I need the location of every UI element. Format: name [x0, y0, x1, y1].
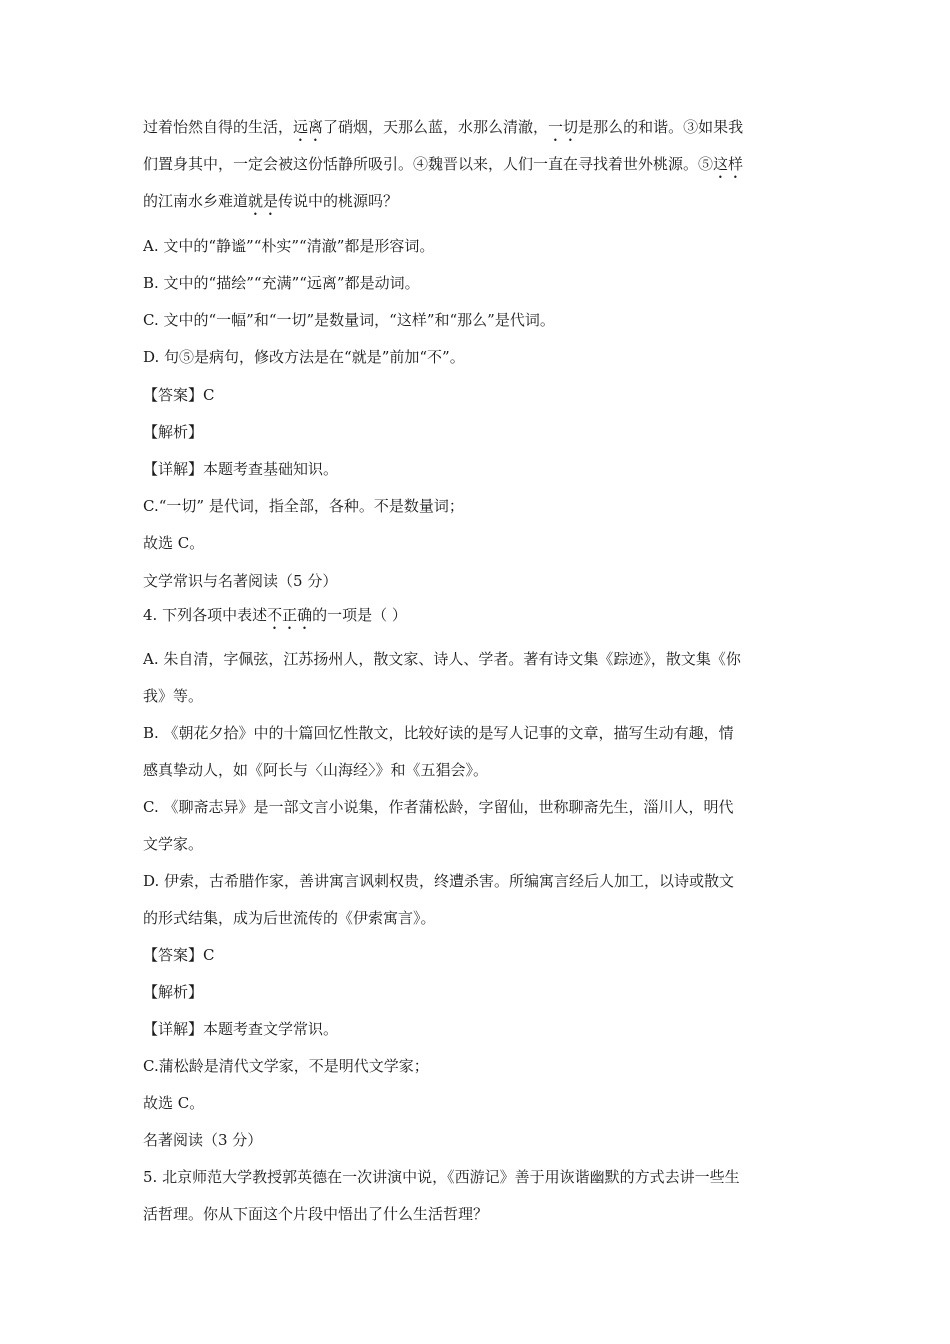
q4-option-b-line-1: B. 《朝花夕拾》中的十篇回忆性散文，比较好读的是写人记事的文章，描写生动有趣，情 — [143, 724, 734, 742]
q3-option-c: C. 文中的“一幅”和“一切”是数量词，“这样”和“那么”是代词。 — [143, 311, 555, 329]
q4-stem — [143, 604, 813, 633]
section-heading-classics: 名著阅读（3 分） — [143, 1131, 263, 1149]
q5-stem-line-2: 活哲理。你从下面这个片段中悟出了什么生活哲理？ — [143, 1205, 489, 1223]
q4-option-a-line-1: A. 朱自清，字佩弦，江苏扬州人，散文家、诗人、学者。著有诗文集《踪迹》，散文集《你 — [143, 650, 741, 668]
q4-stem-text: 的一项是（ ） — [312, 606, 407, 624]
emphasized-word: 不正确 — [267, 606, 313, 624]
q4-option-c-line-1: C. 《聊斋志异》是一部文言小说集，作者蒲松龄，字留仙，世称聊斋先生，淄川人，明代 — [143, 798, 734, 816]
passage-line-3 — [143, 190, 813, 219]
q3-explanation: C.“一切” 是代词，指全部，各种。不是数量词； — [143, 497, 464, 515]
q4-option-d-line-2: 的形式结集，成为后世流传的《伊索寓言》。 — [143, 909, 436, 927]
q4-option-b-line-2: 感真挚动人，如《阿长与〈山海经〉》和《五猖会》。 — [143, 761, 489, 779]
q4-analysis-heading: 【解析】 — [143, 983, 204, 1001]
emphasized-word: 远离 — [293, 118, 324, 136]
q3-option-a: A. 文中的“静谧”“朴实”“清澈”都是形容词。 — [143, 237, 435, 255]
q3-conclusion: 故选 C。 — [143, 534, 205, 552]
q4-option-a-line-2: 我》等。 — [143, 687, 204, 705]
q4-answer: 【答案】C — [143, 946, 215, 964]
q3-analysis-heading: 【解析】 — [143, 423, 204, 441]
q5-stem-line-1: 5. 北京师范大学教授郭英德在一次讲演中说，《西游记》善于用诙谐幽默的方式去讲一些生 — [143, 1168, 740, 1186]
emphasized-word: 这样 — [713, 155, 744, 173]
section-heading-literature: 文学常识与名著阅读（5 分） — [143, 572, 338, 590]
passage-text: 是那么的和谐。③如果我 — [578, 118, 744, 136]
q3-option-d: D. 句⑤是病句，修改方法是在“就是”前加“不”。 — [143, 348, 465, 366]
q3-detail: 【详解】本题考查基础知识。 — [143, 460, 339, 478]
emphasized-word: 就是 — [248, 192, 279, 210]
q4-option-c-line-2: 文学家。 — [143, 835, 204, 853]
passage-text: 传说中的桃源吗？ — [278, 192, 399, 210]
q4-conclusion: 故选 C。 — [143, 1094, 205, 1112]
q3-option-b: B. 文中的“描绘”“充满”“远离”都是动词。 — [143, 274, 420, 292]
passage-line-1 — [143, 116, 813, 145]
q4-detail: 【详解】本题考查文学常识。 — [143, 1020, 339, 1038]
q4-stem-text: 4. 下列各项中表述 — [143, 606, 268, 624]
passage-text: 过着怡然自得的生活， — [143, 118, 294, 136]
q4-explanation: C.蒲松龄是清代文学家，不是明代文学家； — [143, 1057, 429, 1075]
passage-text: 了硝烟，天那么蓝，水那么清澈， — [323, 118, 549, 136]
q3-answer: 【答案】C — [143, 386, 215, 404]
emphasized-word: 一切 — [548, 118, 579, 136]
passage-text: 们置身其中，一定会被这份恬静所吸引。④魏晋以来，人们一直在寻找着世外桃源。⑤ — [143, 155, 714, 173]
q4-option-d-line-1: D. 伊索，古希腊作家，善讲寓言讽刺权贵，终遭杀害。所编寓言经后人加工，以诗或散文 — [143, 872, 735, 890]
passage-line-2 — [143, 153, 813, 182]
passage-text: 的江南水乡难道 — [143, 192, 249, 210]
